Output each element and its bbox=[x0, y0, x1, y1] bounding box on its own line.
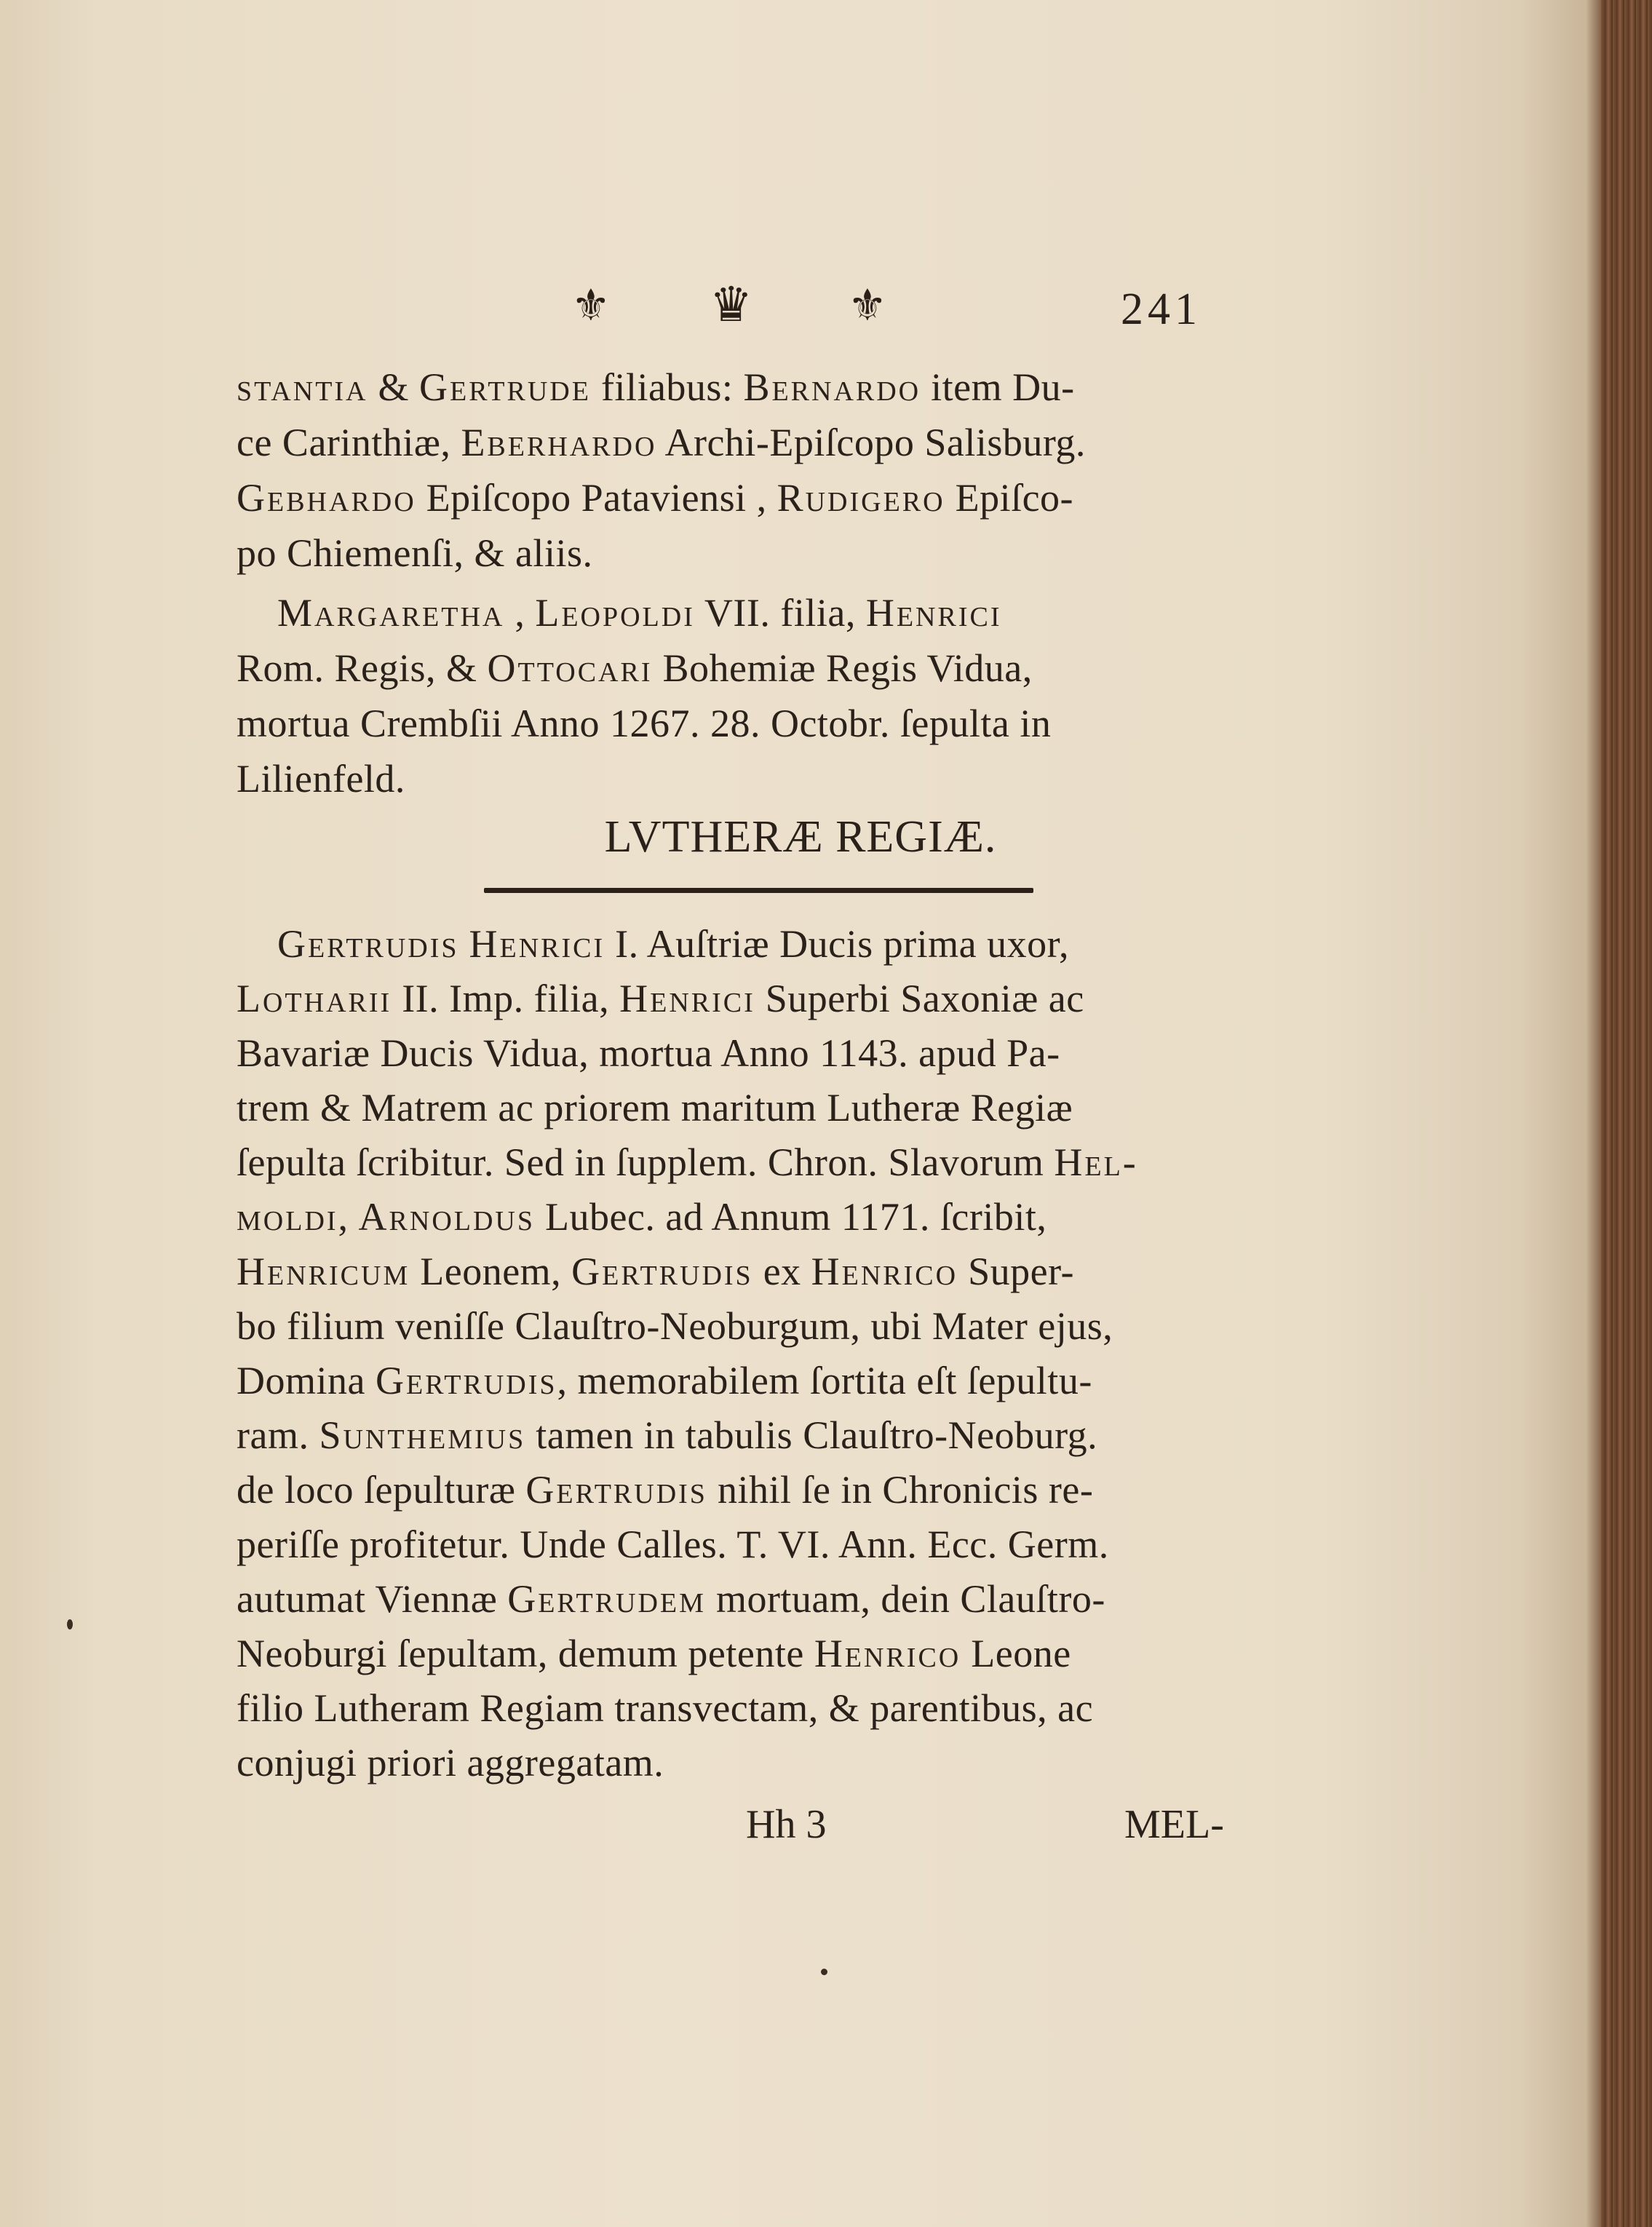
text-run: mortuam, dein Clauſtro- bbox=[705, 1577, 1105, 1621]
small-caps-name: Henrici bbox=[619, 977, 755, 1020]
section-title: LVTHERÆ REGIÆ. bbox=[604, 812, 997, 862]
text-line bbox=[237, 924, 1270, 964]
text-run: periſſe profitetur. Unde Calles. T. VI. Ann. Ecc. Germ. bbox=[237, 1523, 1109, 1566]
crown-icon: ♛ bbox=[710, 279, 753, 332]
page-number: 241 bbox=[1121, 285, 1202, 334]
catchword: MEL- bbox=[1124, 1802, 1224, 1847]
small-caps-name: Rudigero bbox=[777, 476, 945, 520]
text-line bbox=[237, 1086, 1270, 1130]
text-line bbox=[237, 591, 1270, 635]
text-line bbox=[237, 648, 1270, 688]
small-caps-name: Gertrudis bbox=[375, 1359, 557, 1402]
text-run: autumat Viennæ bbox=[237, 1577, 508, 1621]
text-line bbox=[237, 1252, 1270, 1291]
small-caps-name: stantia bbox=[237, 365, 368, 409]
small-caps-name: Hel- bbox=[1054, 1140, 1138, 1184]
text-line bbox=[237, 1195, 1270, 1239]
text-line bbox=[237, 1741, 1270, 1785]
text-run: bo filium veniſſe Clauſtro-Neoburgum, ubi Mater ejus, bbox=[237, 1304, 1113, 1348]
small-caps-name: Margaretha bbox=[277, 591, 505, 635]
text-run: tamen in tabulis Clauſtro-Neoburg. bbox=[525, 1413, 1098, 1457]
text-line bbox=[237, 1688, 1270, 1728]
text-line bbox=[237, 365, 1270, 409]
small-caps-name: Henrici bbox=[865, 591, 1002, 635]
text-run: Epiſcopo Pataviensi , bbox=[416, 476, 777, 520]
text-run: ſepulta ſcribitur. Sed in ſupplem. Chron. Slavorum bbox=[237, 1140, 1055, 1184]
text-line bbox=[237, 979, 1270, 1018]
text-run: item Du- bbox=[921, 365, 1075, 409]
small-caps-name: Leopoldi bbox=[535, 591, 695, 635]
text-run bbox=[237, 591, 277, 635]
text-line bbox=[237, 757, 1270, 801]
small-caps-name: Gertrudis bbox=[277, 922, 459, 966]
text-line bbox=[237, 476, 1270, 520]
text-run: filio Lutheram Regiam transvectam, & parentibus, ac bbox=[237, 1686, 1094, 1730]
text-run bbox=[237, 922, 277, 966]
text-run: filiabus: bbox=[590, 365, 744, 409]
text-line bbox=[237, 533, 1270, 573]
text-run: Leonem, bbox=[410, 1250, 572, 1293]
small-caps-name: Sunthemius bbox=[319, 1413, 526, 1457]
text-line bbox=[237, 1306, 1270, 1346]
small-caps-name: Gebhardo bbox=[237, 476, 416, 520]
ink-speck bbox=[67, 1619, 73, 1629]
text-run: & bbox=[368, 365, 420, 409]
small-caps-name: Bernardo bbox=[743, 365, 921, 409]
small-caps-name: Gertrudis bbox=[571, 1250, 753, 1293]
small-caps-name: Arnoldus bbox=[358, 1195, 536, 1239]
small-caps-name: Henrico bbox=[814, 1632, 961, 1675]
text-run: Epiſco- bbox=[945, 476, 1074, 520]
text-run: Rom. Regis, & bbox=[237, 646, 488, 690]
text-run: I. Auſtriæ Ducis prima uxor, bbox=[605, 922, 1069, 966]
fleur-de-lis-icon: ⚜ bbox=[848, 282, 887, 330]
small-caps-name: Henrici bbox=[469, 922, 605, 966]
small-caps-name: Gertrudis bbox=[525, 1468, 707, 1512]
text-run: , memorabilem ſortita eſt ſepultu- bbox=[557, 1359, 1092, 1402]
small-caps-name: Henricum bbox=[237, 1250, 410, 1293]
text-line bbox=[237, 1468, 1270, 1512]
text-run: Lilienfeld. bbox=[237, 757, 405, 801]
small-caps-name: Henrico bbox=[811, 1250, 958, 1293]
text-run: VII. filia, bbox=[694, 591, 866, 635]
text-run: Lubec. ad Annum 1171. ſcribit, bbox=[535, 1195, 1047, 1239]
page-edge bbox=[1601, 0, 1652, 2227]
text-run: mortua Crembſii Anno 1267. 28. Octobr. ſepulta in bbox=[237, 702, 1052, 745]
text-run: Leone bbox=[961, 1632, 1071, 1675]
text-run: Super- bbox=[958, 1250, 1074, 1293]
text-run: Bavariæ Ducis Vidua, mortua Anno 1143. apud Pa- bbox=[237, 1031, 1060, 1075]
small-caps-name: Ottocari bbox=[487, 646, 653, 690]
small-caps-name: moldi bbox=[237, 1195, 338, 1239]
signature-mark: Hh 3 bbox=[746, 1802, 827, 1847]
text-line bbox=[237, 704, 1270, 743]
text-run: , bbox=[504, 591, 536, 635]
text-run: trem & Matrem ac priorem maritum Lutheræ Regiæ bbox=[237, 1086, 1073, 1130]
text-run: nihil ſe in Chronicis re- bbox=[707, 1468, 1094, 1512]
small-caps-name: Eberhardo bbox=[461, 421, 657, 464]
text-run: Domina bbox=[237, 1359, 376, 1402]
text-run: de loco ſepulturæ bbox=[237, 1468, 526, 1512]
text-line bbox=[237, 1361, 1270, 1400]
text-line bbox=[237, 1634, 1270, 1673]
section-rule bbox=[484, 888, 1033, 893]
text-run: , bbox=[338, 1195, 359, 1239]
text-line bbox=[237, 1579, 1270, 1619]
text-run: Neoburgi ſepultam, demum petente bbox=[237, 1632, 814, 1675]
fleur-de-lis-icon: ⚜ bbox=[571, 282, 611, 330]
text-run: conjugi priori aggregatam. bbox=[237, 1741, 664, 1785]
text-run bbox=[459, 922, 469, 966]
text-line bbox=[237, 1413, 1270, 1457]
ink-speck bbox=[821, 1969, 827, 1975]
text-line bbox=[237, 1525, 1270, 1564]
text-run: II. Imp. filia, bbox=[392, 977, 620, 1020]
text-line bbox=[237, 423, 1270, 462]
text-run: ram. bbox=[237, 1413, 319, 1457]
text-run: Superbi Saxoniæ ac bbox=[755, 977, 1084, 1020]
text-run: Bohemiæ Regis Vidua, bbox=[652, 646, 1033, 690]
small-caps-name: Gertrude bbox=[419, 365, 591, 409]
text-line bbox=[237, 1033, 1270, 1073]
text-run: ce Carinthiæ, bbox=[237, 421, 461, 464]
text-line bbox=[237, 1140, 1270, 1184]
small-caps-name: Gertrudem bbox=[507, 1577, 706, 1621]
text-run: ex bbox=[752, 1250, 811, 1293]
text-run: Archi-Epiſcopo Salisburg. bbox=[656, 421, 1086, 464]
small-caps-name: Lotharii bbox=[237, 977, 392, 1020]
text-run: po Chiemenſi, & aliis. bbox=[237, 531, 593, 575]
